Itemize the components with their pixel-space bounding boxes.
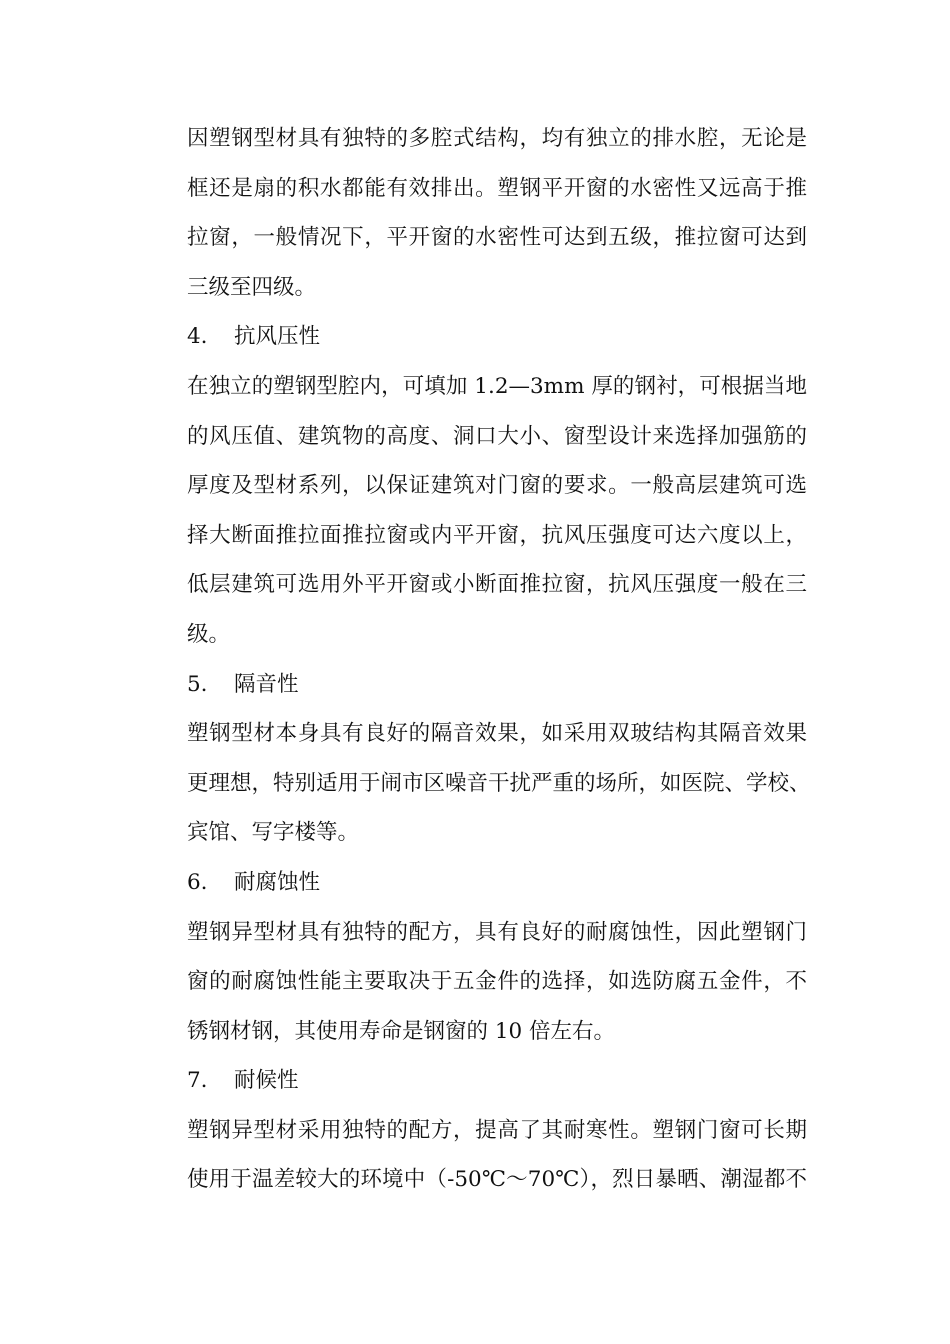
paragraph-line: 宾馆、写字楼等。 [187,820,360,846]
paragraph-line: 低层建筑可选用外平开窗或小断面推拉窗，抗风压强度一般在三 [187,572,807,598]
section-heading [187,1056,807,1106]
section-number: 4. [187,324,208,350]
section-title: 耐候性 [234,1068,299,1094]
section-heading [187,858,807,908]
paragraph-line: 锈钢材钢，其使用寿命是钢窗的 10 倍左右。 [187,1018,616,1044]
paragraph-line: 级。 [187,621,231,647]
paragraph-line: 框还是扇的积水都能有效排出。塑钢平开窗的水密性又远高于推 [187,175,807,201]
paragraph-line: 厚度及型材系列，以保证建筑对门窗的要求。一般高层建筑可选 [187,473,807,499]
document-body [187,114,811,1205]
paragraph-line: 塑钢异型材采用独特的配方，提高了其耐寒性。塑钢门窗可长期 [187,1117,807,1143]
paragraph-line: 在独立的塑钢型腔内，可填加 1.2—3mm 厚的钢衬，可根据当地 [187,373,807,399]
section-heading [187,660,807,710]
paragraph-line: 更理想，特别适用于闹市区噪音干扰严重的场所，如医院、学校、 [187,770,811,796]
paragraph-line: 塑钢异型材具有独特的配方，具有良好的耐腐蚀性，因此塑钢门 [187,919,807,945]
paragraph-line: 拉窗，一般情况下，平开窗的水密性可达到五级，推拉窗可达到 [187,225,807,251]
section-number: 6. [187,869,208,895]
section-title: 耐腐蚀性 [234,869,321,895]
section-title: 隔音性 [234,671,299,697]
paragraph-line: 的风压值、建筑物的高度、洞口大小、窗型设计来选择加强筋的 [187,423,807,449]
paragraph-line: 窗的耐腐蚀性能主要取决于五金件的选择，如选防腐五金件，不 [187,969,807,995]
section-heading [187,312,807,362]
paragraph-line: 三级至四级。 [187,274,317,300]
section-number: 7. [187,1068,208,1094]
paragraph-line: 择大断面推拉面推拉窗或内平开窗，抗风压强度可达六度以上， [187,522,807,548]
paragraph-line: 使用于温差较大的环境中（-50℃～70℃），烈日暴晒、潮湿都不 [187,1167,807,1193]
section-title: 抗风压性 [234,324,321,350]
paragraph-line: 塑钢型材本身具有良好的隔音效果，如采用双玻结构其隔音效果 [187,721,807,747]
paragraph-line: 因塑钢型材具有独特的多腔式结构，均有独立的排水腔，无论是 [187,126,807,151]
section-number: 5. [187,671,208,697]
